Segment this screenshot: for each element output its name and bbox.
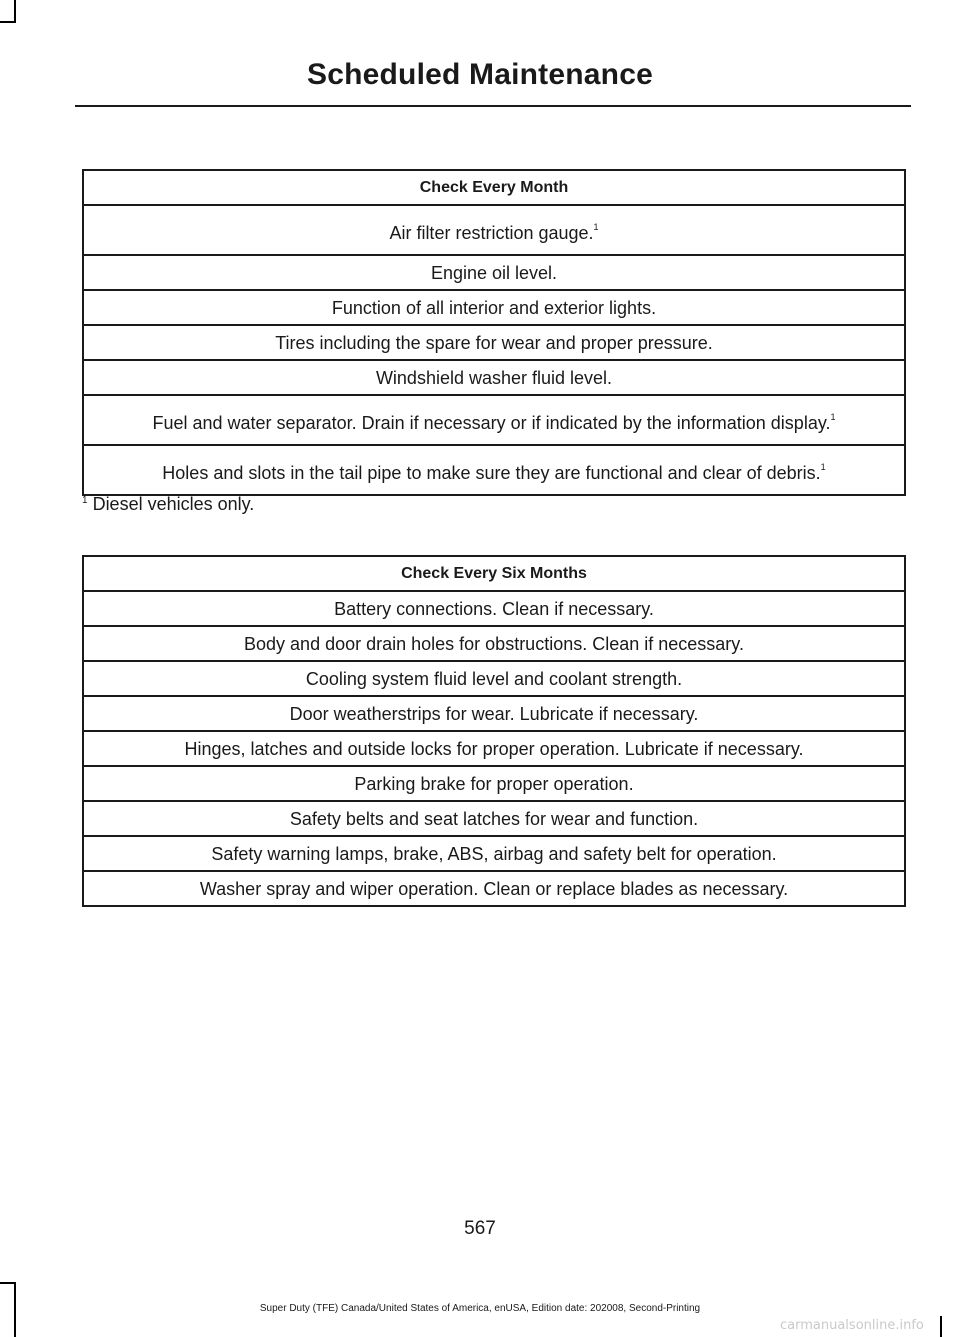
table-cell: Door weatherstrips for wear. Lubricate if necessary. [83,696,905,731]
crop-mark-bottom-right-vertical [940,1316,942,1337]
footnote-text: Diesel vehicles only. [87,494,255,514]
table-cell [83,395,905,445]
edition-footer: Super Duty (TFE) Canada/United States of America, enUSA, Edition date: 202008, Second-Printing [259,1303,701,1314]
footnote-ref: 1 [593,222,599,232]
footnote-ref: 1 [820,462,826,472]
row-text: Air filter restriction gauge. [389,223,594,243]
table-row [83,626,905,661]
table-row [83,591,905,626]
table-cell: Cooling system fluid level and coolant strength. [83,661,905,696]
table-row [83,871,905,906]
table-row [83,360,905,395]
check-every-six-months-table [82,555,906,907]
table-cell [83,445,905,495]
table-cell [83,290,905,325]
title-divider [75,105,911,107]
table-row [83,255,905,290]
table-row [83,696,905,731]
crop-mark-top-left-vertical [14,0,16,22]
table-cell: Parking brake for proper operation. [83,766,905,801]
table-row [83,766,905,801]
table-row [83,836,905,871]
row-text: Tires including the spare for wear and proper pressure. [275,332,713,353]
table-cell: Battery connections. Clean if necessary. [83,591,905,626]
row-text: Function of all interior and exterior lights. [331,297,657,318]
table-cell: Safety belts and seat latches for wear and function. [83,801,905,836]
table-row [83,395,905,445]
table-cell: Hinges, latches and outside locks for proper operation. Lubricate if necessary. [83,731,905,766]
table-row [83,661,905,696]
table-cell [83,360,905,395]
check-every-month-table [82,169,906,496]
footnote-marker: 1 [82,495,88,506]
table-row [83,290,905,325]
table-header: Check Every Month [83,170,905,205]
crop-mark-bottom-left-horizontal [0,1282,16,1284]
row-text: Windshield washer fluid level. [375,367,613,388]
row-text: Engine oil level. [430,262,558,283]
watermark: carmanualsonline.info [780,1318,924,1333]
table-cell [83,325,905,360]
table-cell: Safety warning lamps, brake, ABS, airbag and safety belt for operation. [83,836,905,871]
table-cell: Washer spray and wiper operation. Clean or replace blades as necessary. [83,871,905,906]
footnote [82,494,254,515]
row-text: Fuel and water separator. Drain if necessary or if indicated by the information display. [152,413,831,433]
footnote-ref: 1 [830,412,836,422]
page-number: 567 [464,1218,496,1239]
table-cell: Body and door drain holes for obstructions. Clean if necessary. [83,626,905,661]
row-text: Holes and slots in the tail pipe to make sure they are functional and clear of debris. [162,463,821,483]
table-row [83,731,905,766]
table-header: Check Every Six Months [83,556,905,591]
table-row [83,325,905,360]
table-cell [83,255,905,290]
table-row [83,205,905,255]
table-cell [83,205,905,255]
page-title: Scheduled Maintenance [307,58,653,91]
table-row [83,801,905,836]
table-row [83,445,905,495]
crop-mark-top-left-horizontal [0,21,16,23]
